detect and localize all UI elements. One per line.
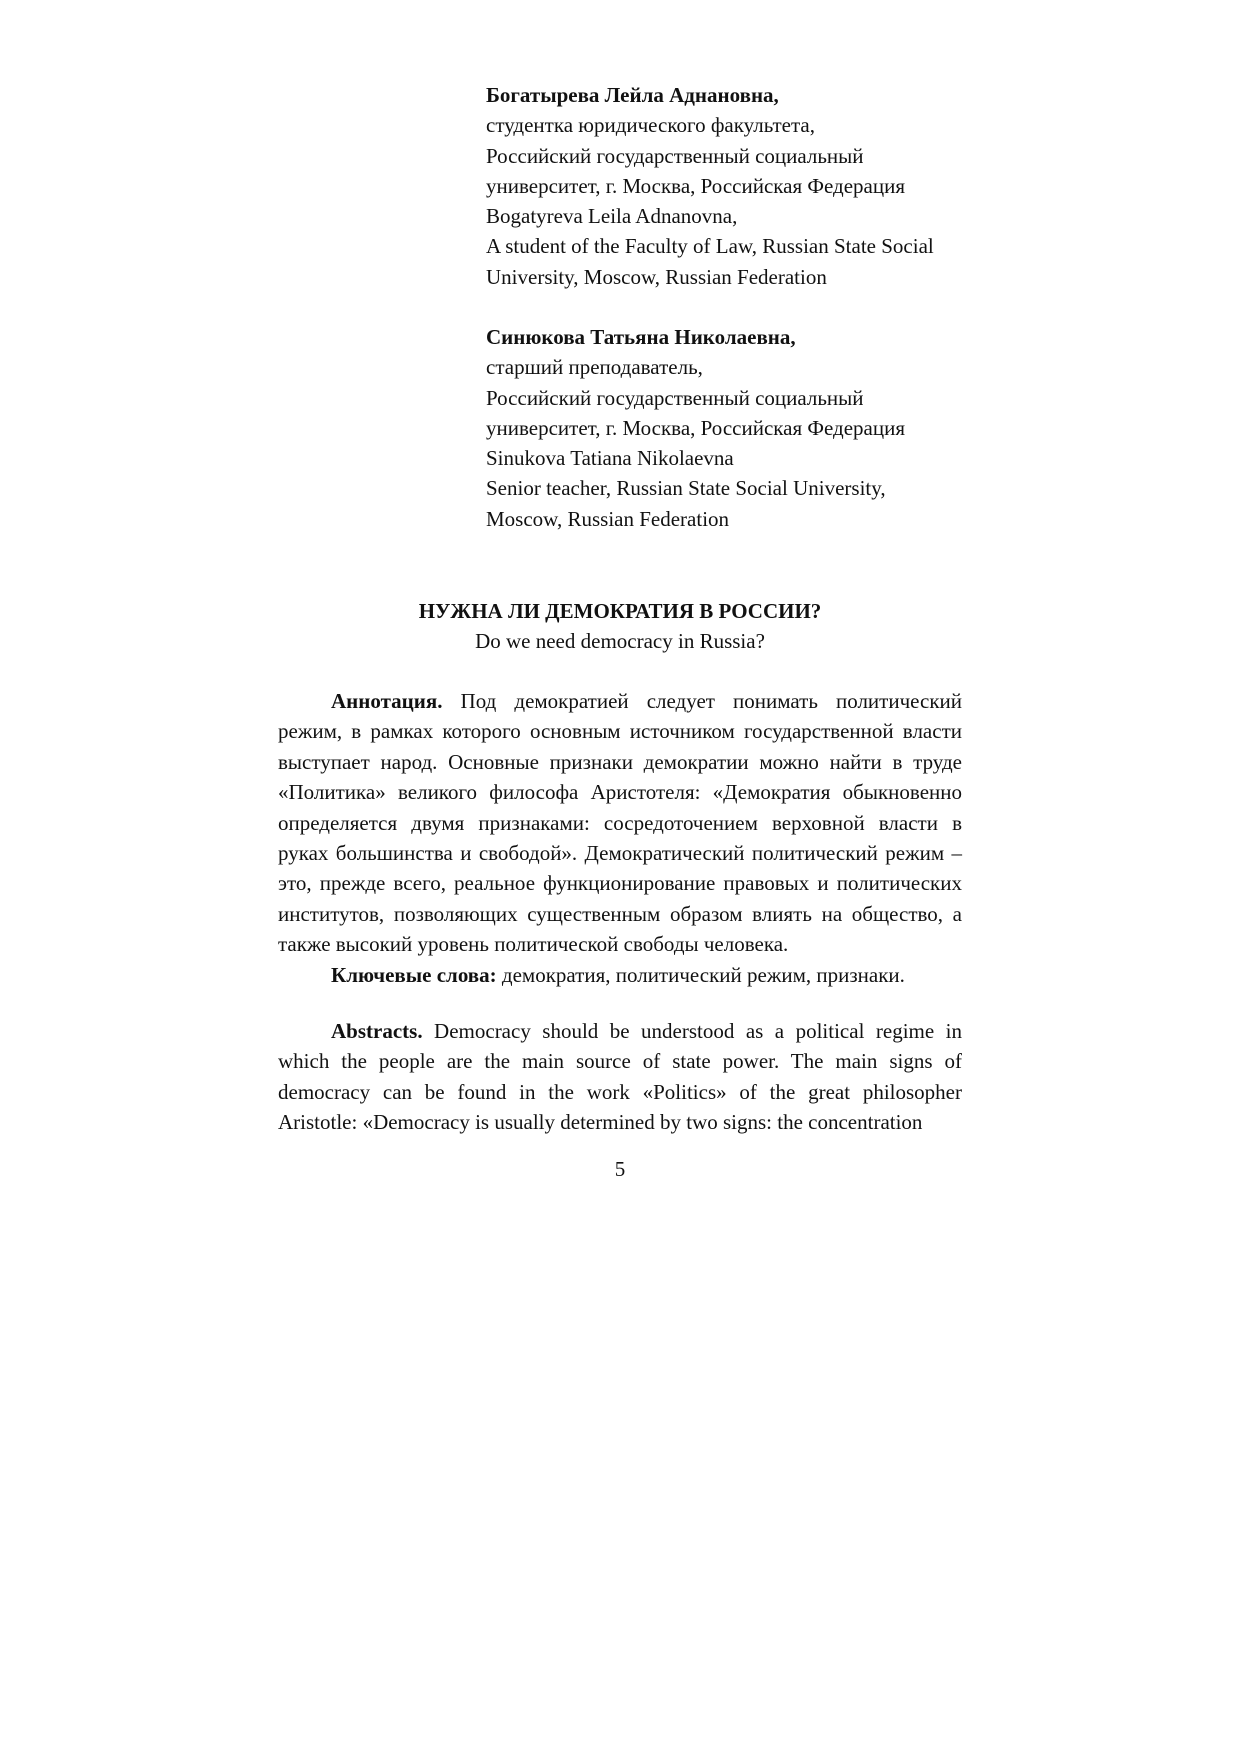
annotation-lead: Аннотация. [331,689,443,713]
author-block-sinukova [486,322,966,534]
page-number: 5 [614,1157,626,1181]
author-name: Синюкова Татьяна Николаевна, [486,325,796,349]
author-affiliation-line: Bogatyreva Leila Adnanovna, [486,204,738,229]
author-block-bogatyreva [486,80,966,292]
author-affiliation-line: студентка юридического факультета, [486,113,815,138]
keywords-lead: Ключевые слова: [331,962,497,987]
author-affiliation-line: университет, г. Москва, Российская Федерация [486,173,905,198]
annotation-text: Под демократией следует понимать политический режим, в рамках которого основным источником государственной власти выступает народ. Основные признаки демократии можно найти в труде «Политика» великого философа Аристотеля: «Демократия обыкновенно определяется двумя признаками: сосредоточением верховной власти в руках большинства и свободой». Демократический политический режим – это, прежде всего, реальное функционирование правовых и политических институтов, позволяющих существенным образом влиять на общество, а также высокий уровень политической свободы человека. [278,689,962,957]
keywords-text: демократия, политический режим, признаки. [496,962,905,987]
article-title-block [278,596,962,656]
article-title-ru: НУЖНА ЛИ ДЕМОКРАТИЯ В РОССИИ? [418,599,822,623]
abstract-lead: Abstracts. [331,1019,423,1043]
author-affiliation-line: Senior teacher, Russian State Social University, [486,476,886,501]
author-affiliation-line: Sinukova Tatiana Nikolaevna [486,446,734,471]
author-affiliation-line: University, Moscow, Russian Federation [486,264,827,289]
annotation-paragraph [278,686,962,960]
article-title-en: Do we need democracy in Russia? [475,629,765,653]
author-affiliation-line: Российский государственный социальный [486,385,864,410]
abstract-paragraph [278,1016,962,1138]
author-affiliation-line: A student of the Faculty of Law, Russian State Social [486,234,934,259]
author-affiliation-line: университет, г. Москва, Российская Федерация [486,415,905,440]
author-affiliation-line: Moscow, Russian Federation [486,506,730,531]
abstract-section [278,1016,962,1138]
keywords-paragraph [278,960,962,990]
abstract-text: Democracy should be understood as a political regime in which the people are the main source of state power. The main signs of democracy can be found in the work «Politics» of the great philosopher Aristotle: «Democracy is usually determined by two signs: the concentration [278,1019,962,1135]
annotation-section [278,686,962,990]
author-affiliation-line: Российский государственный социальный [486,143,864,168]
author-name: Богатырева Лейла Аднановна, [486,83,779,107]
author-affiliation-line: старший преподаватель, [486,355,703,380]
